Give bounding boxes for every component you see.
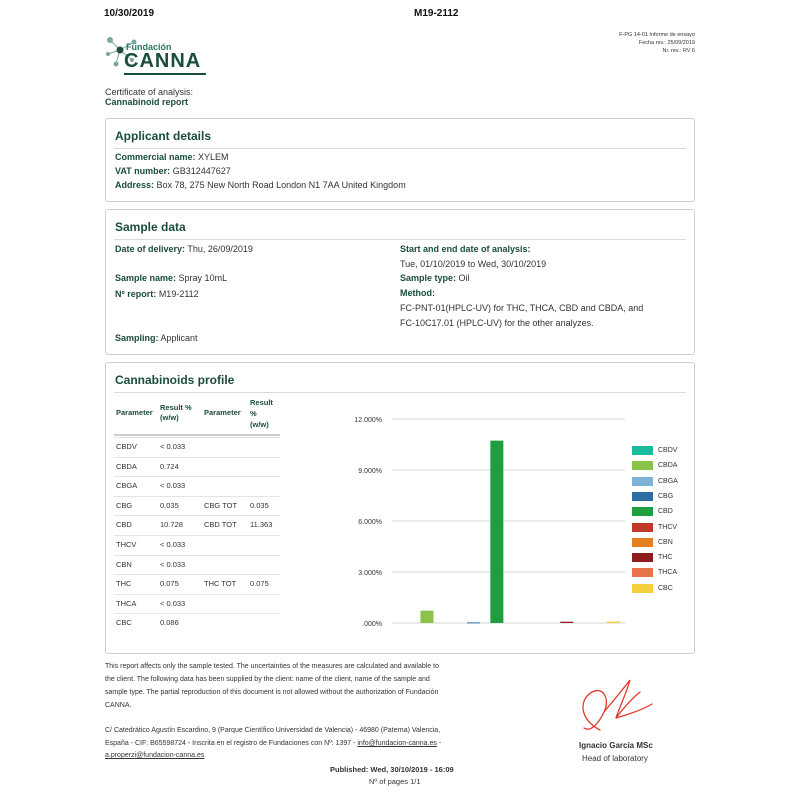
profile-divider [114,392,686,393]
legend-swatch [632,553,653,562]
legend-label: THC [658,554,673,562]
cell-result2: 0.075 [250,579,269,589]
bar-cbg [467,622,480,623]
vat-value: GB312447627 [172,166,231,176]
cell-result: 0.075 [160,579,179,589]
cell-result: 0.086 [160,618,179,628]
chart-legend [632,446,692,606]
logo-line1: Fundación [126,42,172,52]
sampling-value: Applicant [160,333,198,343]
sample-divider [114,239,686,240]
sample-card [105,209,695,355]
legend-label: CBG [658,492,674,500]
table-row [114,515,280,535]
legend-label: CBDA [658,462,678,470]
address-value: Box 78, 275 New North Road London N1 7AA United Kingdom [156,180,406,190]
bar-cbd [490,441,503,623]
address-line1: C/ Catedrático Agustín Escardino, 9 (Parque Científico Universidad de Valencia) - 46980 (Paterna) Valencia, [105,727,441,734]
table-row [114,574,280,594]
address-line3 [105,752,204,759]
col-param: Parameter [116,408,153,417]
analysis-value: Tue, 01/10/2019 to Wed, 30/10/2019 [400,259,547,269]
col-result-a: Result % [160,403,192,412]
cell-result: 10.728 [160,520,183,530]
fundacion-canna-logo [104,32,214,78]
cell-param: CBC [116,618,132,628]
sample-title: Sample data [115,220,186,234]
bar-cbc [607,622,620,623]
form-rev: Nr. rev.: RV 6 [662,48,695,54]
cell-param: CBG [116,500,133,510]
sample-name-value: Spray 10mL [178,273,228,283]
sample-type-label: Sample type: [400,273,457,283]
cell-result: < 0.033 [160,481,186,491]
report-label: Nº report: [115,289,157,299]
table-header-rule [114,434,280,436]
y-tick-label: 6.000% [358,519,382,526]
sample-name [115,273,227,283]
y-tick-label: 3.000% [358,570,382,577]
published-date: Published: Wed, 30/10/2019 - 16:09 [330,765,454,774]
address-line2 [105,740,441,747]
sample-type-value: Oil [458,273,470,283]
legend-swatch [632,568,653,577]
table-row [114,555,280,575]
cell-result: < 0.033 [160,559,186,569]
disclaimer-line3: sample type. The partial reproduction of this document is not allowed without the authorization of Fundación [105,689,439,696]
signer-name: Ignacio García MSc [579,741,653,750]
legend-label: THCV [658,523,678,531]
form-ref: F-PG 14-01 Informe de ensayo [619,32,695,38]
email-properzi-link[interactable]: a.properzi@fundacion-canna.es [105,752,205,759]
method-line1: FC-PNT-01(HPLC-UV) for THC, THCA, CBD and CBDA, and [400,303,644,313]
cell-param: CBDV [116,442,137,451]
cell-param: THCA [116,598,137,608]
legend-swatch [632,584,653,593]
table-row [114,613,280,633]
col-result2-c: (w/w) [250,420,269,429]
cell-param: CBDA [116,461,137,471]
legend-label: CBN [658,538,673,546]
legend-swatch [632,538,653,547]
col-result-b: (w/w) [160,413,179,422]
table-row [114,496,280,516]
email-info-link[interactable]: info@fundacion-canna.es [357,740,437,747]
cell-result2: 11.363 [250,520,273,530]
legend-swatch [632,492,653,501]
method-line2: FC-10C17.01 (HPLC-UV) for the other analyzes. [400,318,594,328]
cell-result: 0.724 [160,461,179,471]
disclaimer-line4: CANNA. [105,702,132,709]
applicant-divider [114,148,686,149]
cell-param: THCV [116,540,137,549]
delivery-label: Date of delivery: [115,244,186,254]
cell-param2: CBD TOT [204,520,237,530]
bar-cbda [420,611,433,623]
col-result2-a: Result [250,398,273,407]
logo-underline [124,73,206,75]
table-row [114,457,280,477]
table-row [114,594,280,614]
commercial-name [115,152,229,162]
profile-title: Cannabinoids profile [115,373,235,387]
doc-title-line2: Cannabinoid report [105,97,188,107]
table-row [114,476,280,496]
signer-role: Head of laboratory [582,754,648,763]
y-tick-label: .000% [362,621,382,628]
legend-label: CBD [658,508,673,516]
legend-swatch [632,477,653,486]
applicant-card [105,118,695,202]
sampling-label: Sampling: [115,333,159,343]
commercial-name-value: XYLEM [198,152,229,162]
cell-param: CBGA [116,481,138,491]
vat-label: VAT number: [115,166,171,176]
col-param2: Parameter [204,408,241,417]
legend-label: THCA [658,569,678,577]
legend-label: CBDV [658,447,678,454]
cell-result: < 0.033 [160,540,186,549]
cell-result: 0.035 [160,500,179,510]
analysis-label: Start and end date of analysis: [400,244,531,254]
table-row [114,437,280,457]
legend-swatch [632,523,653,532]
report-value: M19-2112 [158,289,199,299]
address [115,180,406,190]
sample-name-label: Sample name: [115,273,177,283]
delivery-date [115,244,253,254]
legend-label: CBGA [658,477,678,485]
legend-swatch [632,446,653,455]
cell-param: CBD [116,520,132,530]
disclaimer-line2: the client. The following data has been supplied by the client: name of the client, name of the sample and [105,676,430,683]
y-tick-label: 12.000% [354,417,382,424]
disclaimer-line1: This report affects only the sample tested. The uncertainties of the measures are calculated and available to [105,663,439,670]
sample-type [400,273,470,283]
report-number [115,289,199,299]
table-row [114,535,280,555]
chart-svg [330,410,630,635]
delivery-value: Thu, 26/09/2019 [187,244,253,254]
cell-param2: THC TOT [204,579,237,589]
header-date: 10/30/2019 [104,8,155,19]
cell-result: < 0.033 [160,598,186,608]
applicant-title: Applicant details [115,129,212,143]
y-tick-label: 9.000% [358,468,382,475]
commercial-name-label: Commercial name: [115,152,196,162]
doc-title-line1: Certificate of analysis: [105,87,194,97]
cell-param: CBN [116,559,132,569]
cell-result: < 0.033 [160,442,186,451]
cell-param: THC [116,579,132,589]
address-label: Address: [115,180,155,190]
method-label: Method: [400,288,435,298]
cell-param2: CBG TOT [204,500,238,510]
address-line2-text: España - CIF: B65598724 - Inscrita en el registro de Fundaciones con Nº: 1397 - [105,740,356,747]
page-count: Nº of pages 1/1 [369,777,421,786]
cannabinoid-chart [330,410,630,635]
bar-thc [560,622,573,623]
col-result2-b: % [250,409,257,418]
legend-label: CBC [658,584,673,592]
logo-line2: CANNA [124,50,202,72]
vat-number [115,166,231,176]
legend-swatch [632,461,653,470]
header-code: M19-2112 [414,8,459,19]
handwritten-signature [570,670,660,740]
legend-swatch [632,507,653,516]
sampling [115,333,198,343]
cell-result2: 0.035 [250,500,269,510]
address-separator: - [436,740,442,747]
form-date: Fecha rev.: 25/09/2019 [638,40,695,46]
